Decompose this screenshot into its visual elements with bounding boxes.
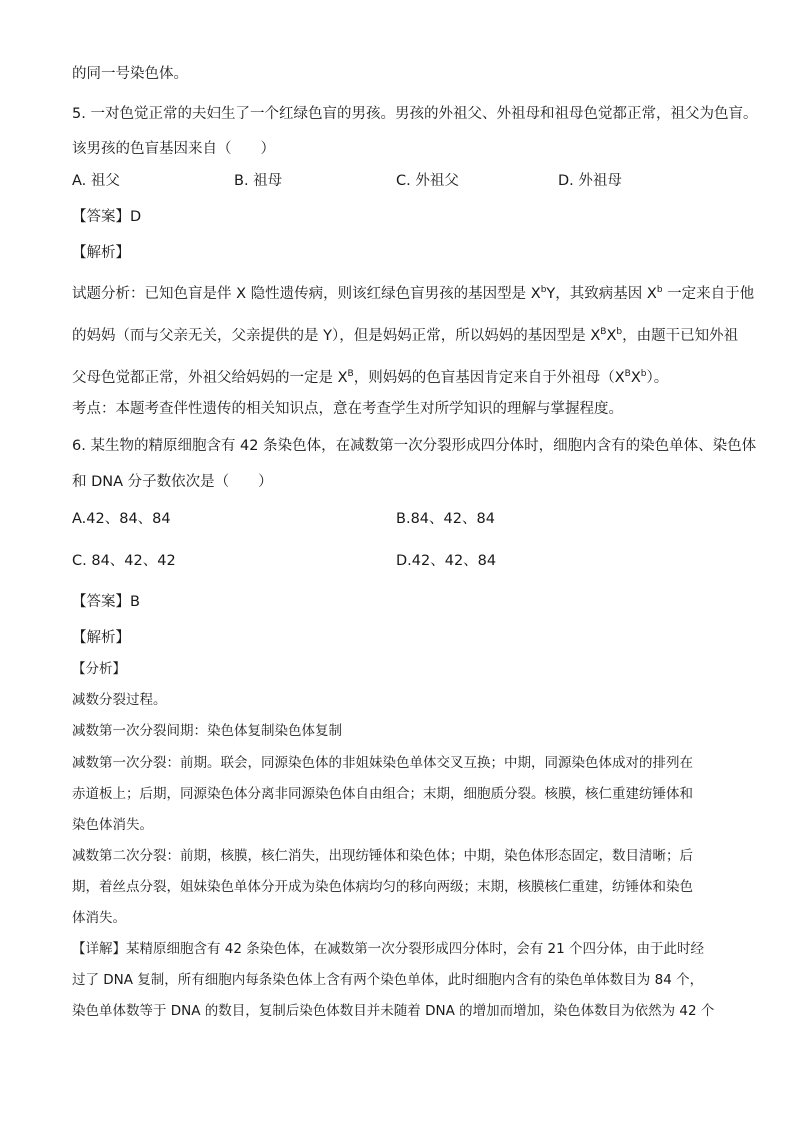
- option-text: 祖母: [253, 173, 283, 189]
- q6-answer: [72, 592, 140, 612]
- option-letter: C.: [396, 173, 411, 189]
- explanation-text: ）。: [646, 370, 669, 386]
- q5-option-c[interactable]: [396, 171, 459, 191]
- q5-option-b[interactable]: [234, 171, 282, 191]
- q6-fenxi-line: 减数分裂过程。: [72, 692, 167, 708]
- q5-explanation-line3: [72, 364, 668, 388]
- q6-fenxi-line: 赤道板上；后期，同源染色体分离非同源染色体自由组合；末期，细胞质分裂。核膜，核仁重建纺锤体和: [72, 786, 693, 802]
- q5-kaodian: 考点：本题考查伴性遗传的相关知识点，意在考查学生对所学知识的理解与掌握程度。: [72, 401, 623, 417]
- q6-fenxi-line: 减数第一次分裂间期：染色体复制染色体复制: [72, 723, 342, 739]
- option-letter: B.: [234, 173, 249, 189]
- q5-stem-line2: 该男孩的色盲基因来自（ ）: [72, 141, 275, 157]
- superscript: b: [656, 285, 663, 295]
- answer-value: B: [130, 594, 140, 610]
- superscript: B: [347, 369, 354, 379]
- explanation-text: 父母色觉都正常，外祖父给妈妈的一定是 X: [72, 370, 348, 386]
- option-text: 外祖母: [578, 173, 622, 189]
- q5-explanation-line2: [72, 322, 738, 346]
- explanation-text: 试题分析：已知色盲是伴 X 隐性遗传病，则该红绿色盲男孩的基因型是 X: [72, 286, 541, 302]
- explanation-text: X: [630, 370, 641, 386]
- q6-fenxi-line: 染色体消失。: [72, 817, 153, 833]
- answer-label: 【答案】: [72, 209, 130, 225]
- answer-label: 【答案】: [72, 594, 130, 610]
- option-text: 外祖父: [415, 173, 459, 189]
- q6-stem-line1: 6. 某生物的精原细胞含有 42 条染色体，在减数第一次分裂形成四分体时，细胞内含有的染色单体、染色体: [72, 438, 757, 454]
- q6-option-d[interactable]: [396, 551, 496, 571]
- q6-xiangjie-line3: 染色单体数等于 DNA 的数目，复制后染色体数目并未随着 DNA 的增加而增加，染色体数目为依然为 42 个: [72, 1003, 715, 1019]
- q6-xiangjie-line2: 过了 DNA 复制，所有细胞内每条染色体上含有两个染色单体，此时细胞内含有的染色单体数目为 84 个，: [72, 972, 704, 988]
- q6-option-a[interactable]: [72, 509, 171, 529]
- option-text: 42、84、84: [86, 511, 171, 527]
- option-text: 84、42、84: [410, 511, 495, 527]
- q4-tail: 的同一号染色体。: [72, 66, 188, 82]
- option-letter: B.: [396, 511, 411, 527]
- option-letter: C.: [72, 553, 87, 569]
- q6-fenxi-label: 【分析】: [72, 661, 126, 677]
- superscript: b: [640, 369, 647, 379]
- q6-fenxi-line: 体消失。: [72, 910, 126, 926]
- answer-value: D: [130, 209, 142, 225]
- q6-fenxi-line: 减数第一次分裂：前期。联会，同源染色体的非姐妹染色单体交叉互换；中期，同源染色体成对的排列在: [72, 755, 693, 771]
- option-text: 42、42、84: [411, 553, 497, 569]
- q6-option-b[interactable]: [396, 509, 495, 529]
- superscript: B: [624, 369, 631, 379]
- q6-fenxi-line: 期，着丝点分裂，姐妹染色单体分开成为染色体病均匀的移向两级；末期，核膜核仁重建，纺锤体和染色: [72, 879, 693, 895]
- superscript: b: [616, 327, 623, 337]
- q6-stem-line2: 和 DNA 分子数依次是（ ）: [72, 474, 273, 490]
- explanation-text: ，由题干已知外祖: [622, 328, 739, 344]
- explanation-text: 一定来自于他: [662, 286, 755, 302]
- option-letter: D.: [396, 553, 412, 569]
- explanation-text: Y，其致病基因 X: [546, 286, 657, 302]
- q5-answer: [72, 207, 141, 227]
- q5-stem-line1: 5. 一对色觉正常的夫妇生了一个红绿色盲的男孩。男孩的外祖父、外祖母和祖母色觉都正常，祖父为色盲。: [72, 106, 758, 122]
- explanation-text: 的妈妈（而与父亲无关，父亲提供的是 Y），但是妈妈正常，所以妈妈的基因型是 X: [72, 328, 601, 344]
- xiangjie-text: 某精原细胞含有 42 条染色体，在减数第一次分裂形成四分体时，会有 21 个四分体，由于此时经: [126, 941, 705, 957]
- explanation-text: X: [606, 328, 617, 344]
- option-letter: A.: [72, 173, 87, 189]
- q5-option-a[interactable]: [72, 171, 120, 191]
- q6-analysis-label: 【解析】: [72, 630, 130, 646]
- option-letter: D.: [558, 173, 574, 189]
- option-letter: A.: [72, 511, 87, 527]
- superscript: B: [600, 327, 607, 337]
- superscript: b: [540, 285, 547, 295]
- q5-option-d[interactable]: [558, 171, 622, 191]
- q6-fenxi-line: 减数第二次分裂：前期，核膜，核仁消失，出现纺锤体和染色体；中期，染色体形态固定，数目清晰；后: [72, 848, 693, 864]
- option-text: 祖父: [90, 173, 120, 189]
- option-text: 84、42、42: [91, 553, 176, 569]
- explanation-text: ，则妈妈的色盲基因肯定来自于外祖母（X: [353, 370, 625, 386]
- q5-explanation-line1: [72, 280, 754, 304]
- q6-xiangjie-line1: [72, 939, 704, 959]
- q5-analysis-label: 【解析】: [72, 245, 130, 261]
- xiangjie-label: 【详解】: [72, 941, 126, 957]
- q6-option-c[interactable]: [72, 551, 176, 571]
